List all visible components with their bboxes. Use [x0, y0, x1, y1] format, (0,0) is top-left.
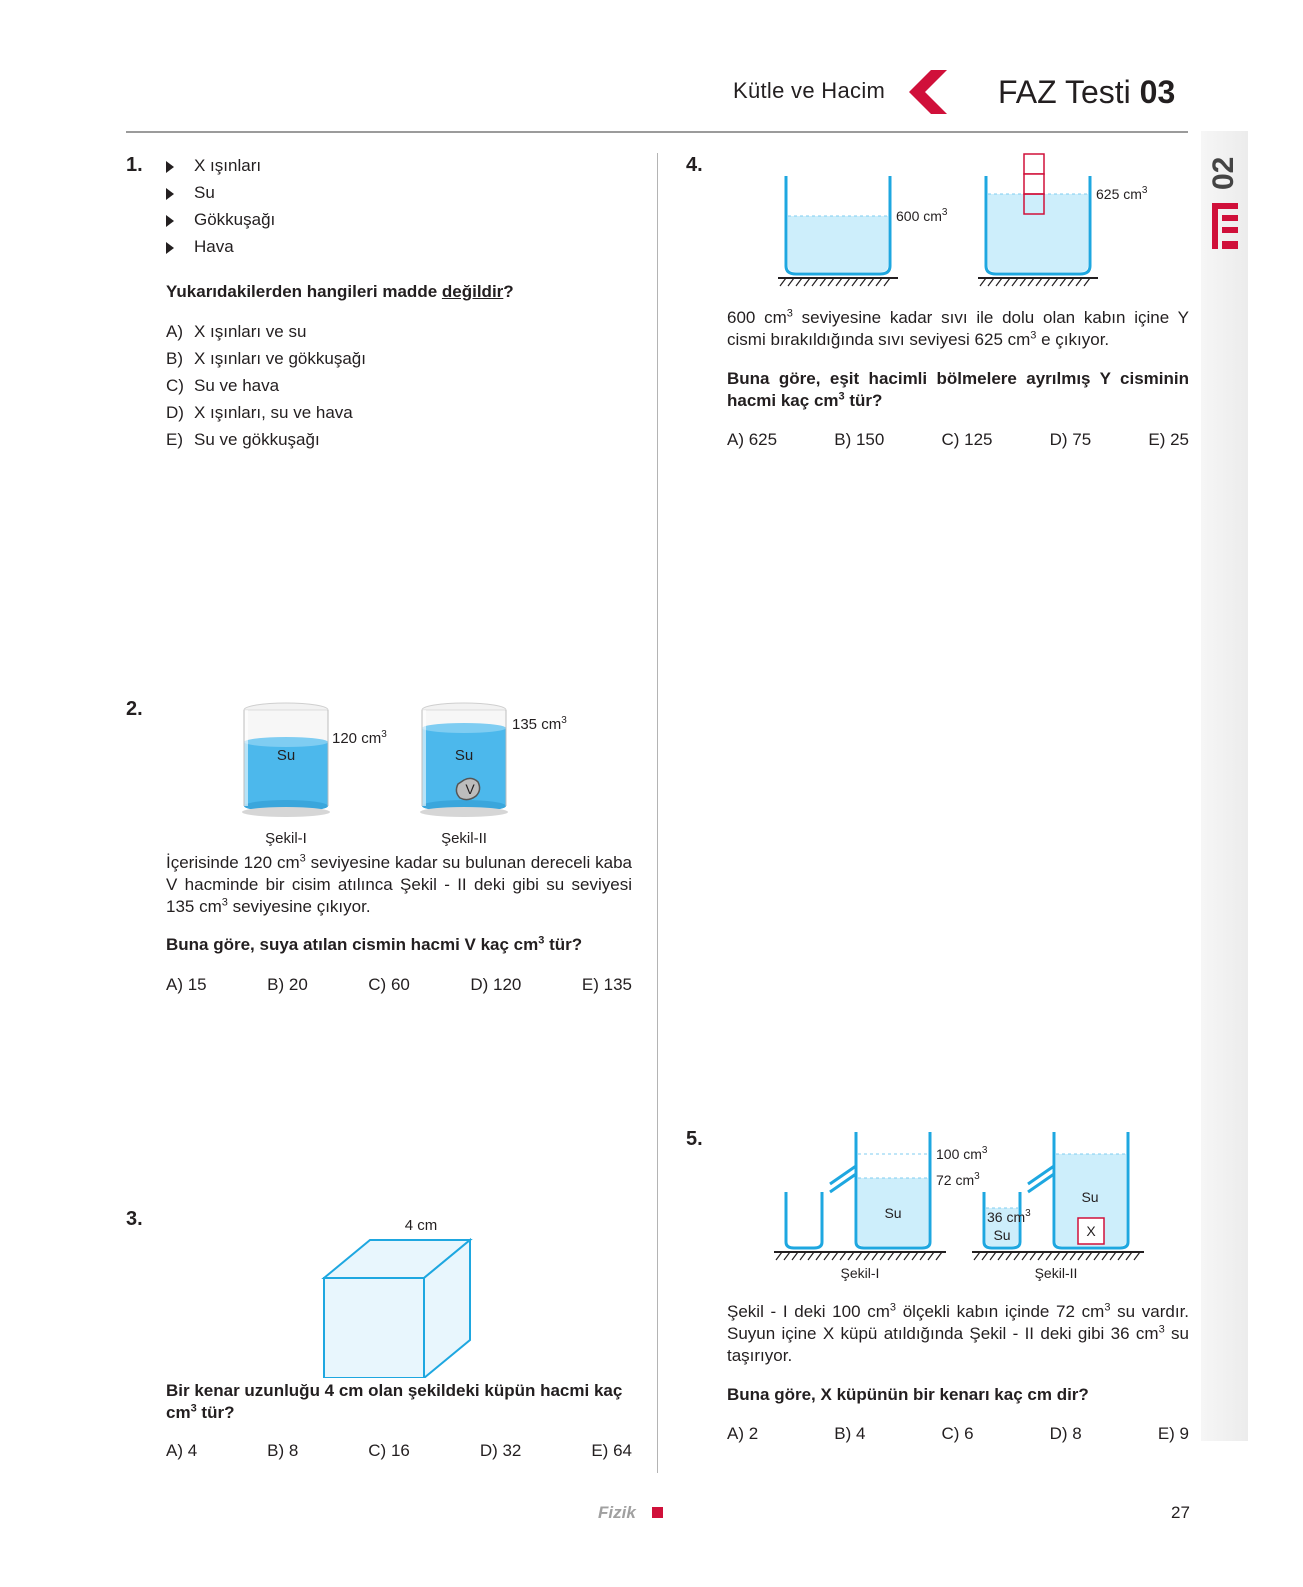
- q5-question: Buna göre, X küpünün bir kenarı kaç cm dir?: [727, 1385, 1089, 1404]
- q5-options: [727, 1424, 1189, 1444]
- triangle-bullet-icon: [166, 188, 174, 200]
- option-d[interactable]: D) 8: [1049, 1424, 1082, 1443]
- option-b[interactable]: B) X ışınları ve gökkuşağı: [166, 349, 366, 368]
- water-label: Su: [993, 1227, 1011, 1243]
- option-d[interactable]: D) 75: [1049, 430, 1092, 449]
- object-label: V: [465, 781, 475, 797]
- q4-options: [727, 430, 1189, 450]
- option-e[interactable]: E) 25: [1148, 430, 1189, 449]
- q2-body: İçerisinde 120 $cm^3$ seviyesine kadar su bulunan dereceli kaba V hacminde bir cisim atılınca Şekil - II deki gibi su seviyesi 135 $cm^3$ seviyesine çıkıyor.: [166, 852, 633, 916]
- q5-body: Şekil - I deki 100 $cm^3$ ölçekli kabın içinde 72 $cm^3$ su vardır. Suyun içine X küpü atıldığında Şekil - II deki gibi 36 $cm^3$ su taşırıyor.: [727, 1301, 1190, 1365]
- water-label: Su: [276, 747, 296, 764]
- question-number: 3.: [126, 1208, 143, 1230]
- mid-volume-label: 72 $cm^3$: [936, 1171, 980, 1188]
- edge-length-label: 4 cm: [404, 1217, 438, 1234]
- question-number: 1.: [126, 154, 143, 176]
- chapter-title: Kütle ve Hacim: [733, 78, 886, 103]
- y-object-segment: [1024, 154, 1044, 174]
- q4-body: 600 $cm^3$ seviyesine kadar sıvı ile dolu olan kabın içine Y cismi bırakıldığında sıvı seviyesi 625 $cm^3$ e çıkıyor.: [727, 307, 1189, 349]
- option-c[interactable]: C) 16: [368, 1441, 410, 1460]
- triangle-bullet-icon: [166, 215, 174, 227]
- volume-label-right: 625 $cm^3$: [1096, 185, 1148, 202]
- option-c[interactable]: C) Su ve hava: [166, 376, 280, 395]
- q1-item-list: [166, 152, 275, 260]
- question-number: 4.: [686, 154, 703, 176]
- option-e[interactable]: E) 64: [591, 1441, 632, 1460]
- triangle-bullet-icon: [166, 242, 174, 254]
- option-a[interactable]: A) X ışınları ve su: [166, 322, 307, 341]
- test-title: FAZ Testi 03: [998, 74, 1176, 110]
- top-volume-label: 100 $cm^3$: [936, 1145, 988, 1162]
- question-number: 2.: [126, 698, 143, 720]
- triangle-bullet-icon: [166, 161, 174, 173]
- q2-question: Buna göre, suya atılan cismin hacmi V kaç $cm^3$ tür?: [166, 934, 583, 954]
- option-c[interactable]: C) 125: [941, 430, 993, 449]
- list-item: Gökkuşağı: [166, 206, 275, 233]
- page-number: 27: [1171, 1503, 1190, 1522]
- cube-label: X: [1086, 1223, 1096, 1239]
- side-number: 02: [1207, 156, 1240, 190]
- figure-caption: Şekil-II: [441, 830, 487, 847]
- option-e[interactable]: E) 9: [1157, 1424, 1189, 1443]
- volume-label-right: 135 $cm^3$: [512, 715, 567, 733]
- chevron-left-icon: [907, 70, 951, 114]
- q5-figure: [766, 1126, 1166, 1286]
- column-divider: [657, 153, 658, 1473]
- option-a[interactable]: A) 2: [727, 1424, 759, 1443]
- option-e[interactable]: E) 135: [581, 975, 632, 994]
- q3-options: [166, 1441, 632, 1461]
- q2-options: [166, 975, 632, 995]
- figure-caption: Şekil-I: [840, 1265, 880, 1281]
- list-item: Su: [166, 179, 275, 206]
- option-a[interactable]: A) 625: [727, 430, 778, 449]
- option-c[interactable]: C) 60: [368, 975, 410, 994]
- option-d[interactable]: D) 120: [470, 975, 522, 994]
- question-number: 5.: [686, 1128, 703, 1150]
- option-b[interactable]: B) 8: [267, 1441, 299, 1460]
- option-b[interactable]: B) 4: [834, 1424, 866, 1443]
- option-a[interactable]: A) 4: [166, 1441, 198, 1460]
- water-label: Su: [454, 747, 474, 764]
- volume-label-left: 600 $cm^3$: [896, 207, 948, 224]
- q3-cube-figure: [318, 1212, 486, 1378]
- q2-figure: [226, 700, 586, 848]
- small-volume-label: 36 $cm^3$: [987, 1208, 1031, 1225]
- faz-logo-icon: [1210, 201, 1240, 251]
- option-d[interactable]: D) X ışınları, su ve hava: [166, 403, 353, 422]
- option-b[interactable]: B) 150: [834, 430, 885, 449]
- option-d[interactable]: D) 32: [479, 1441, 522, 1460]
- option-c[interactable]: C) 6: [941, 1424, 974, 1443]
- water-label: Su: [884, 1205, 902, 1221]
- q1-question: Yukarıdakilerden hangileri madde değildir?: [166, 282, 514, 301]
- footer-square-icon: [652, 1507, 663, 1518]
- figure-caption: Şekil-II: [1034, 1265, 1078, 1281]
- option-e[interactable]: E) Su ve gökkuşağı: [166, 430, 320, 449]
- header-divider: [126, 131, 1188, 133]
- water-label: Su: [1081, 1189, 1099, 1205]
- option-a[interactable]: A) 15: [166, 975, 207, 994]
- q1-options: [166, 318, 366, 453]
- volume-label-left: 120 $cm^3$: [332, 729, 387, 747]
- list-item: X ışınları: [166, 152, 275, 179]
- figure-caption: Şekil-I: [265, 830, 307, 847]
- q3-question: Bir kenar uzunluğu 4 cm olan şekildeki küpün hacmi kaç $cm^3$ tür?: [166, 1381, 623, 1422]
- list-item: Hava: [166, 233, 275, 260]
- footer-subject: Fizik: [598, 1503, 636, 1522]
- sidebar-strip: [1201, 131, 1248, 1441]
- q4-figure: [766, 150, 1156, 290]
- q4-question: Buna göre, eşit hacimli bölmelere ayrılmış Y cisminin hacmi kaç $cm^3$ tür?: [727, 369, 1189, 410]
- option-b[interactable]: B) 20: [267, 975, 308, 994]
- y-object-segment: [1024, 174, 1044, 194]
